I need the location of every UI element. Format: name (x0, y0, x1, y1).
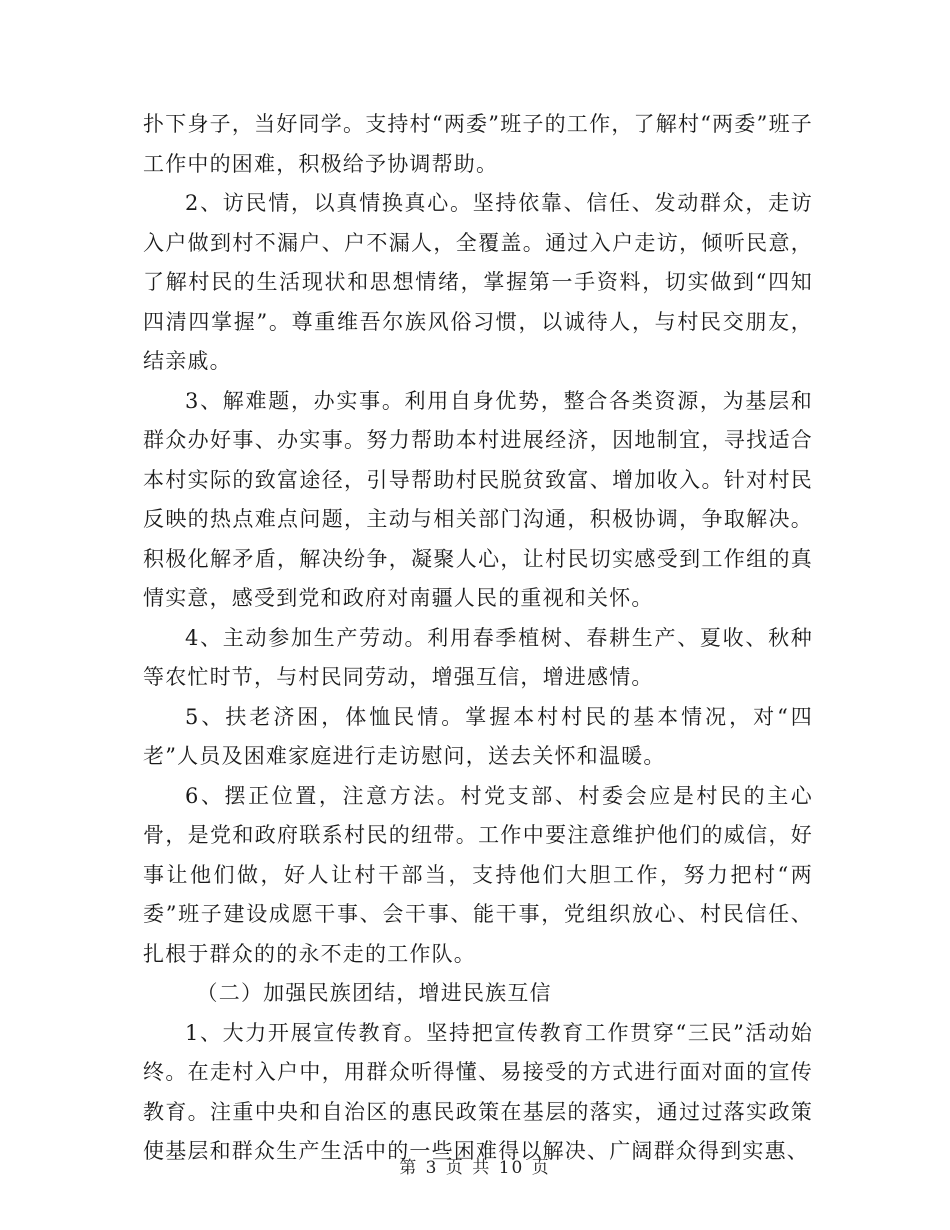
paragraph-item-6: 6、摆正位置，注意方法。村党支部、村委会应是村民的主心骨，是党和政府联系村民的纽带。工作中要注意维护他们的威信，好事让他们做，好人让村干部当，支持他们大胆工作，努力把村“两委”班子建设成愿干事、会干事、能干事，党组织放心、村民信任、扎根于群众的的永不走的工作队。 (143, 783, 813, 966)
document-body (143, 105, 813, 1172)
paragraph-item-4: 4、主动参加生产劳动。利用春季植树、春耕生产、夏收、秋种等农忙时节，与村民同劳动，增强互信，增进感情。 (143, 625, 813, 689)
section-heading: （二）加强民族团结，增进民族互信 (196, 981, 552, 1005)
paragraph-item-5: 5、扶老济困，体恤民情。掌握本村村民的基本情况，对“四老”人员及困难家庭进行走访慰问，送去关怀和温暖。 (143, 704, 813, 768)
page-number-footer: 第 3 页 共 10 页 (399, 1158, 551, 1178)
paragraph-continuation: 扑下身子，当好同学。支持村“两委”班子的工作，了解村“两委”班子工作中的困难，积极给予协调帮助。 (143, 112, 813, 176)
paragraph-item-2: 2、访民情，以真情换真心。坚持依靠、信任、发动群众，走访入户做到村不漏户、户不漏人，全覆盖。通过入户走访，倾听民意，了解村民的生活现状和思想情绪，掌握第一手资料，切实做到“四知四清四掌握”。尊重维吾尔族风俗习惯，以诚待人，与村民交朋友，结亲戚。 (143, 191, 813, 373)
paragraph-item-3: 3、解难题，办实事。利用自身优势，整合各类资源，为基层和群众办好事、办实事。努力帮助本村进展经济，因地制宜，寻找适合本村实际的致富途径，引导帮助村民脱贫致富、增加收入。针对村民反映的热点难点问题，主动与相关部门沟通，积极协调，争取解决。积极化解矛盾，解决纷争，凝聚人心，让村民切实感受到工作组的真情实意，感受到党和政府对南疆人民的重视和关怀。 (143, 388, 813, 610)
paragraph-section2-item-1: 1、大力开展宣传教育。坚持把宣传教育工作贯穿“三民”活动始终。在走村入户中，用群众听得懂、易接受的方式进行面对面的宣传教育。注重中央和自治区的惠民政策在基层的落实，通过过落实政策使基层和群众生产生活中的一些困难得以解决、广阔群众得到实惠、 (143, 1020, 813, 1163)
